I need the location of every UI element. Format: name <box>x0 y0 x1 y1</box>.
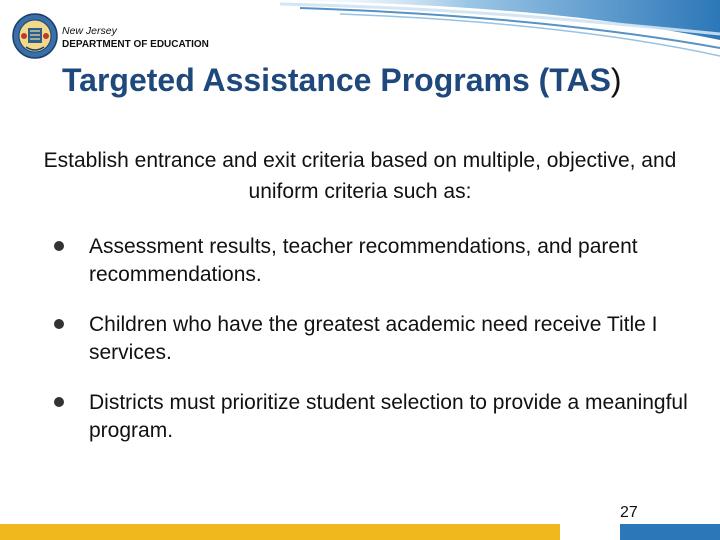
bullet-list <box>50 233 690 467</box>
bullet-dot-icon <box>54 241 64 251</box>
footer-blue-stripe <box>620 524 720 540</box>
department-name <box>62 25 209 51</box>
bullet-item <box>50 389 690 445</box>
bullet-text: Children who have the greatest academic need receive Title I services. <box>89 313 658 364</box>
state-name: New Jersey <box>62 25 117 37</box>
footer-gap <box>560 524 620 540</box>
nj-state-seal-icon <box>12 13 58 59</box>
footer-band <box>0 524 720 540</box>
bullet-text: Assessment results, teacher recommendations, and parent recommendations. <box>89 235 638 286</box>
slide-title <box>62 62 702 99</box>
intro-text: Establish entrance and exit criteria based on multiple, objective, and uniform criteria such as: <box>43 149 677 203</box>
bullet-text: Districts must prioritize student selection to provide a meaningful program. <box>89 391 688 442</box>
footer-gold-stripe <box>0 524 560 540</box>
department-label: DEPARTMENT OF EDUCATION <box>62 39 209 50</box>
bullet-item <box>50 311 690 367</box>
page-number: 27 <box>620 504 638 521</box>
slide-title-text: Targeted Assistance Programs (TAS <box>62 62 611 98</box>
slide-title-paren: ) <box>610 62 622 98</box>
bullet-dot-icon <box>54 397 64 407</box>
bullet-item <box>50 233 690 289</box>
bullet-dot-icon <box>54 319 64 329</box>
